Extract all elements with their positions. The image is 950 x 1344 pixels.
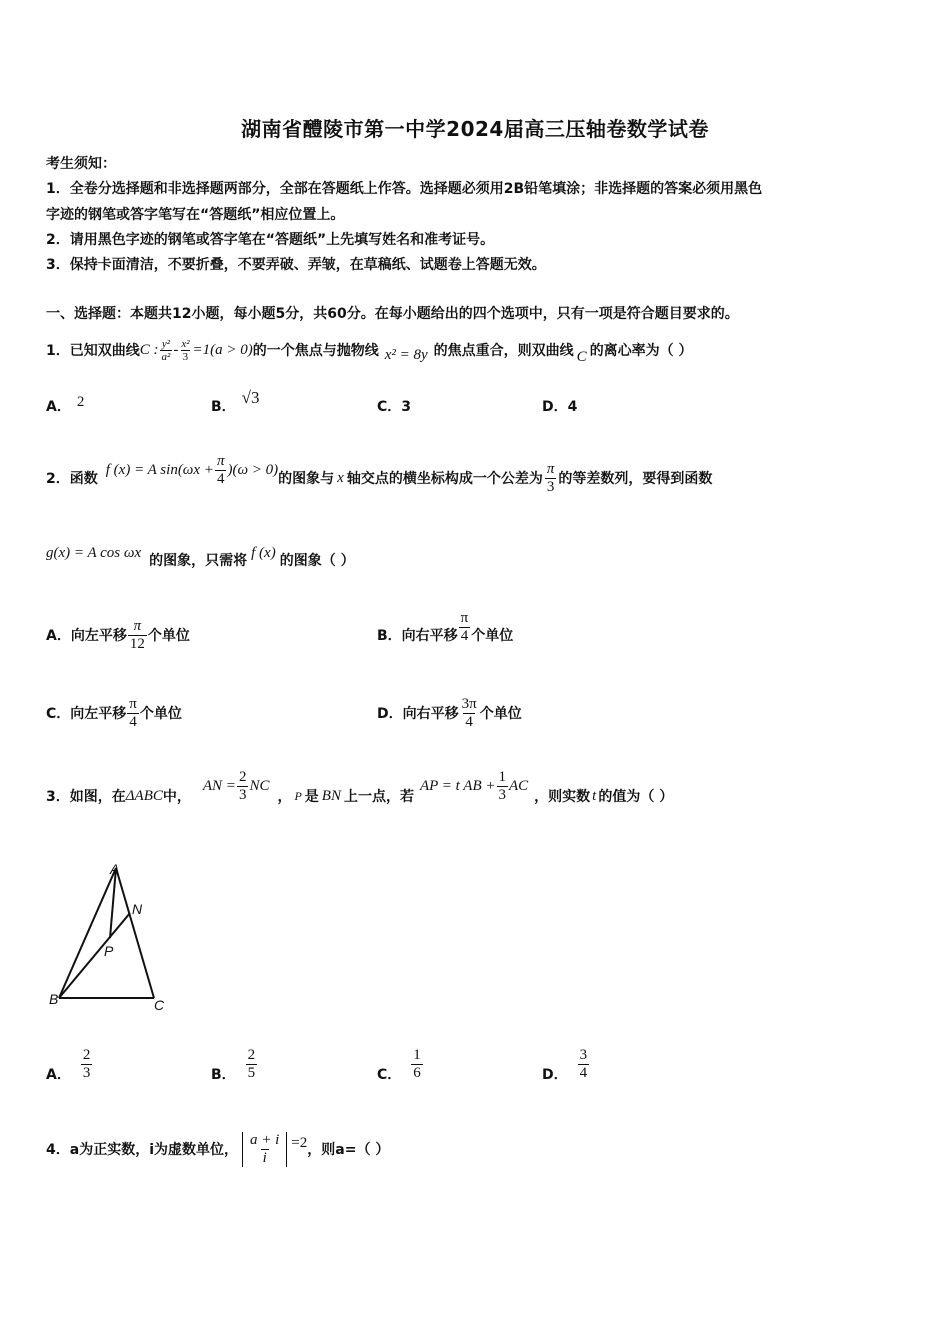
notice-item-2: 2．请用黑色字迹的钢笔或答字笔在“答题纸”上先填写姓名和准考证号。 xyxy=(46,232,495,248)
q2-line2-mid: 的图象，只需将 xyxy=(149,553,248,569)
q1-prefix: 1．已知双曲线 xyxy=(46,343,140,359)
question-2 xyxy=(46,450,712,506)
q1-minus: - xyxy=(173,341,179,358)
notice-item-1: 1．全卷分选择题和非选择题两部分，全部在答题纸上作答。选择题必须用2B铅笔填涂；非选择题的答案必须用黑色 xyxy=(46,181,763,197)
q2-function: f (x) = A sin(ωx + $\frac{\pi}{4}$ )(ω > 0) xyxy=(105,452,279,487)
q1-fraction-x: $\frac{\text{x²}}{3}$ xyxy=(181,337,190,363)
q3-option-c[interactable]: C． $\frac{1}{6}$ xyxy=(377,1046,421,1083)
question-4 xyxy=(46,1124,389,1174)
side-ab xyxy=(59,868,116,998)
q1-curve: C : xyxy=(139,341,159,358)
q2-option-d[interactable]: D． 向右平移 $\frac{3\pi}{4}$ 个单位 xyxy=(377,695,522,730)
triangle-figure xyxy=(44,858,174,1018)
q2-g-function: g(x) = A cos ωx xyxy=(46,544,142,561)
notice-item-3: 3．保持卡面清洁，不要折叠，不要弄破、弄皱，在草稿纸、试题卷上答题无效。 xyxy=(46,257,546,273)
q2-suffix: 的等差数列，要得到函数 xyxy=(558,471,713,487)
q2-option-c[interactable]: C． 向左平移 $\frac{\pi}{4}$ 个单位 xyxy=(46,695,182,730)
q2-x: x xyxy=(337,469,344,486)
label-b: B xyxy=(49,991,59,1007)
notice-item-1-cont: 字迹的钢笔或答字笔写在“答题纸”相应位置上。 xyxy=(46,207,345,223)
q3-ap-equation: AP = t AB + $\frac{1}{3}$ AC xyxy=(419,768,529,803)
q3-mid2: 是 xyxy=(304,789,319,805)
q2-option-b[interactable]: B． 向右平移 $\frac{\pi}{4}$ 个单位 xyxy=(377,609,514,644)
q1-mid: 的一个焦点与抛物线 xyxy=(252,343,379,359)
q1-fraction-y: $\frac{\text{y²}}{\text{a²}}$ xyxy=(161,337,171,363)
q1-option-a[interactable]: A． 2 xyxy=(46,394,85,415)
q4-equals: =2 xyxy=(291,1134,308,1151)
q3-mid3: 上一点，若 xyxy=(343,789,414,805)
q1-option-d[interactable]: D．4 xyxy=(542,399,578,415)
q3-comma: ， xyxy=(277,789,292,805)
label-n: N xyxy=(132,901,143,917)
q3-p: P xyxy=(294,788,302,803)
q1-c: C xyxy=(576,348,587,365)
segment-bn xyxy=(59,913,130,998)
q3-prefix: 3．如图，在 xyxy=(46,789,126,805)
q2-option-a[interactable]: A． 向左平移 $\frac{\pi}{12}$ 个单位 xyxy=(46,617,190,652)
q1-suffix: 的离心率为（ ） xyxy=(589,343,693,359)
side-ac xyxy=(116,868,154,998)
q3-option-a[interactable]: A． $\frac{2}{3}$ xyxy=(46,1046,91,1083)
q2-mid2: 轴交点的横坐标构成一个公差为 xyxy=(346,471,543,487)
q2-fx: f (x) xyxy=(251,544,276,561)
q4-suffix: ，则a=（ ） xyxy=(307,1142,390,1158)
label-c: C xyxy=(154,997,165,1013)
q1-parabola: x² = 8y xyxy=(384,346,428,363)
q2-line2-suffix: 的图象（ ） xyxy=(279,553,355,569)
question-3 xyxy=(46,768,673,824)
q1-option-c[interactable]: C．3 xyxy=(377,399,412,415)
q3-an-equation: AN = $\frac{2}{3}$ NC xyxy=(202,768,270,803)
q1-mid2: 的焦点重合，则双曲线 xyxy=(433,343,574,359)
label-p: P xyxy=(104,943,114,959)
q2-difference: $\frac{\pi}{3}$ xyxy=(546,460,555,495)
q3-mid: 中， xyxy=(162,789,191,805)
q3-bn: BN xyxy=(321,787,341,804)
q3-option-b[interactable]: B． $\frac{2}{5}$ xyxy=(211,1046,256,1083)
q3-t: t xyxy=(592,787,597,804)
page-title: 湖南省醴陵市第一中学2024届高三压轴卷数学试卷 xyxy=(241,117,709,141)
label-a: A xyxy=(110,861,120,877)
q2-mid: 的图象与 xyxy=(278,471,335,487)
q1-equation-rhs: =1(a > 0) xyxy=(192,341,253,358)
question-1 xyxy=(46,330,693,370)
q4-absolute-value: $\frac{a + i}{i}$ xyxy=(242,1132,287,1167)
q3-option-d[interactable]: D． $\frac{3}{4}$ xyxy=(542,1046,588,1083)
q3-suffix: ，则实数 xyxy=(534,789,591,805)
q4-prefix: 4．a为正实数，i为虚数单位， xyxy=(46,1142,238,1158)
question-2-line-2 xyxy=(46,540,355,580)
notice-heading: 考生须知： xyxy=(46,156,116,172)
q1-option-b[interactable]: B． √3 xyxy=(211,388,260,415)
q2-prefix: 2．函数 xyxy=(46,471,98,487)
q3-triangle: ΔABC xyxy=(125,787,163,804)
section-heading: 一、选择题：本题共12小题，每小题5分，共60分。在每小题给出的四个选项中，只有一项是符合题目要求的。 xyxy=(46,306,739,322)
q3-suffix2: 的值为（ ） xyxy=(598,789,674,805)
